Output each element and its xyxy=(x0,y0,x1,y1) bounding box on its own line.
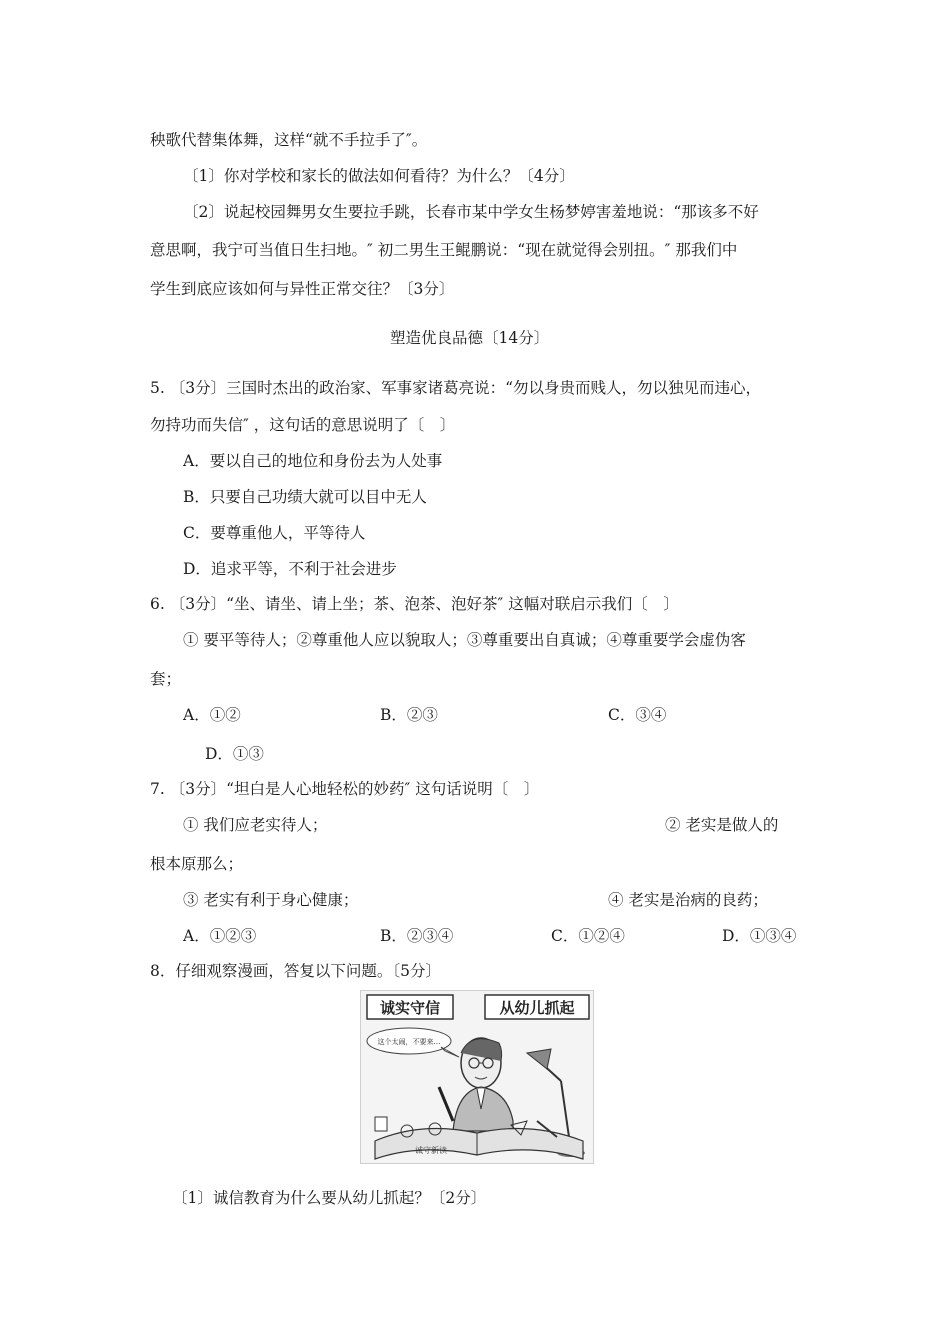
statement-1: ① 我们应老实待人； xyxy=(183,816,328,834)
option-b: B．②③ xyxy=(380,706,438,724)
option-a: A．要以自己的地位和身份去为人处事 xyxy=(183,452,443,470)
question-7: 7. 〔3分〕“坦白是人心地轻松的妙药″ 这句话说明〔 〕 xyxy=(150,780,540,798)
question-6-statements: ① 要平等待人；②尊重他人应以貌取人；③尊重要出自真诚；④尊重要学会虚伪客 xyxy=(183,631,746,649)
question-5-cont: 勿持功而失信″ ，这句话的意思说明了〔 〕 xyxy=(150,416,456,434)
speech-bubble-text: 这个太闹，不要来… xyxy=(377,1038,441,1046)
statement-3: ③ 老实有利于身心健康； xyxy=(183,891,359,909)
option-b: B．②③④ xyxy=(380,927,454,945)
option-c: C．①②④ xyxy=(551,927,625,945)
section-heading: 塑造优良品德〔14分〕 xyxy=(390,329,550,347)
statement-2: ② 老实是做人的 xyxy=(665,816,779,834)
book-label: 诚守新读 xyxy=(415,1146,447,1155)
question-6-statements-cont: 套； xyxy=(150,670,182,688)
option-d: D．追求平等，不利于社会进步 xyxy=(183,560,397,578)
text-line: 〔1〕你对学校和家长的做法如何看待？为什么？〔4分〕 xyxy=(183,167,575,185)
text-line: 意思啊，我宁可当值日生扫地。″ 初二男生王鲲鹏说：“现在就觉得会别扭。″ 那我们中 xyxy=(150,241,738,259)
question-8: 8．仔细观察漫画，答复以下问题。〔5分〕 xyxy=(150,962,441,980)
text-line: 秧歌代替集体舞，这样“就不手拉手了″。 xyxy=(150,131,428,149)
option-c: C．要尊重他人，平等待人 xyxy=(183,524,366,542)
option-b: B．只要自己功绩大就可以目中无人 xyxy=(183,488,427,506)
option-c: C．③④ xyxy=(608,706,667,724)
banner-right: 从幼儿抓起 xyxy=(499,999,575,1017)
question-5: 5. 〔3分〕三国时杰出的政治家、军事家诸葛亮说：“勿以身贵而贱人，勿以独见而违心， xyxy=(150,379,762,397)
text-line: 〔2〕说起校园舞男女生要拉手跳，长春市某中学女生杨梦婷害羞地说：“那该多不好 xyxy=(183,203,759,221)
question-6: 6. 〔3分〕“坐、请坐、请上坐；茶、泡茶、泡好茶″ 这幅对联启示我们〔 〕 xyxy=(150,595,679,613)
question-8-sub-1: 〔1〕诚信教育为什么要从幼儿抓起？〔2分〕 xyxy=(172,1189,487,1207)
statement-2-cont: 根本原那么； xyxy=(150,855,244,873)
text-line: 学生到底应该如何与异性正常交往？〔3分〕 xyxy=(150,280,455,298)
cartoon-image xyxy=(360,990,594,1164)
option-d: D．①③④ xyxy=(722,927,797,945)
option-d: D．①③ xyxy=(205,745,264,763)
option-a: A．①②③ xyxy=(183,927,257,945)
statement-4: ④ 老实是治病的良药； xyxy=(608,891,768,909)
banner-left: 诚实守信 xyxy=(379,999,441,1017)
option-a: A．①② xyxy=(183,706,241,724)
